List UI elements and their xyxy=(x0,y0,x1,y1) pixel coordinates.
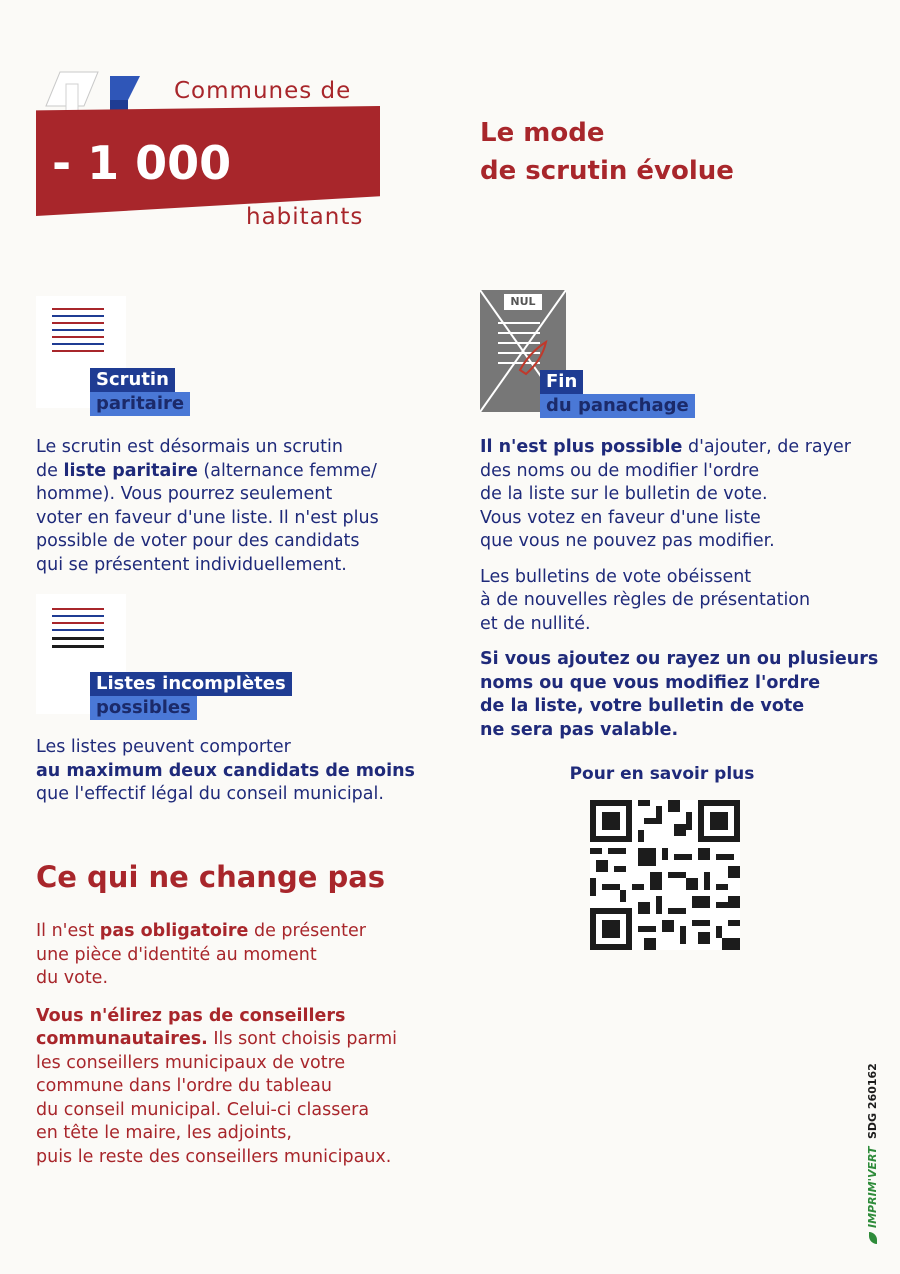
scrutin-line5: possible de voter pour des candidats xyxy=(36,531,360,551)
more-info-label[interactable]: Pour en savoir plus xyxy=(569,764,755,784)
page-title xyxy=(480,114,734,190)
header-logo xyxy=(36,66,396,236)
unchanged-a1: Il n'est pas obligatoire de présenter xyxy=(36,921,366,941)
listes-text xyxy=(36,736,446,807)
panachage-a2: des noms ou de modifier l'ordre xyxy=(480,460,760,481)
scrutin-line4: voter en faveur d'une liste. Il n'est plus xyxy=(36,507,379,528)
page-title-line1: Le mode xyxy=(480,118,605,148)
scrutin-line3: homme). Vous pourrez seulement xyxy=(36,484,333,504)
scrutin-line1: Le scrutin est désormais un scrutin xyxy=(36,437,343,457)
unchanged-heading: Ce qui ne change pas xyxy=(36,860,386,894)
header-top-line: Communes de xyxy=(174,78,352,104)
unchanged-a3: du vote. xyxy=(36,968,109,988)
qr-code-icon[interactable] xyxy=(590,800,740,950)
leaf-icon xyxy=(869,1232,877,1244)
panachage-tag-line1: Fin xyxy=(540,370,583,394)
scrutin-tag xyxy=(90,368,190,416)
unchanged-b3: les conseillers municipaux de votre xyxy=(36,1052,346,1073)
listes-tag-line1: Listes incomplètes xyxy=(90,672,292,696)
panachage-c4: ne sera pas valable. xyxy=(480,719,679,740)
listes-tag xyxy=(90,672,292,720)
header-bottom-line: habitants xyxy=(246,204,364,230)
panachage-c1: Si vous ajoutez ou rayez un ou plusieurs xyxy=(480,649,879,669)
incomplete-list-icon xyxy=(52,606,108,654)
panachage-b2: à de nouvelles règles de présentation xyxy=(480,590,811,610)
listes-line2: au maximum deux candidats de moins xyxy=(36,760,415,781)
ballot-label: NUL xyxy=(504,294,542,310)
imprint-ref: SDG 260162 xyxy=(866,1063,879,1139)
unchanged-a2: une pièce d'identité au moment xyxy=(36,944,317,965)
panachage-a5: que vous ne pouvez pas modifier. xyxy=(480,531,775,551)
panachage-a1: Il n'est plus possible d'ajouter, de rayer xyxy=(480,437,851,457)
listes-tag-line2: possibles xyxy=(90,696,197,720)
striped-list-icon xyxy=(52,306,108,356)
unchanged-b4: commune dans l'ordre du tableau xyxy=(36,1076,332,1096)
panachage-tag-line2: du panachage xyxy=(540,394,695,418)
imprint-footer xyxy=(866,1063,880,1244)
listes-line1: Les listes peuvent comporter xyxy=(36,737,291,757)
imprint-label: IMPRIM'VERT xyxy=(866,1146,879,1228)
scrutin-tag-line1: Scrutin xyxy=(90,368,175,392)
listes-line3: que l'effectif légal du conseil municipal. xyxy=(36,784,384,804)
unchanged-text xyxy=(36,920,456,1169)
unchanged-b7: puis le reste des conseillers municipaux. xyxy=(36,1146,392,1167)
panachage-a4: Vous votez en faveur d'une liste xyxy=(480,507,761,528)
scrutin-line2: de liste paritaire (alternance femme/ xyxy=(36,460,377,481)
unchanged-b1: Vous n'élirez pas de conseillers xyxy=(36,1005,346,1026)
unchanged-b5: du conseil municipal. Celui-ci classera xyxy=(36,1099,370,1120)
header-big-number: - 1 000 xyxy=(52,136,232,190)
panachage-tag xyxy=(540,370,695,418)
panachage-c3: de la liste, votre bulletin de vote xyxy=(480,696,805,716)
scrutin-text xyxy=(36,436,436,577)
panachage-b3: et de nullité. xyxy=(480,613,591,634)
panachage-b1: Les bulletins de vote obéissent xyxy=(480,566,752,587)
panachage-text xyxy=(480,436,880,742)
unchanged-b6: en tête le maire, les adjoints, xyxy=(36,1123,292,1143)
panachage-a3: de la liste sur le bulletin de vote. xyxy=(480,484,768,504)
scrutin-tag-line2: paritaire xyxy=(90,392,190,416)
unchanged-b2: communautaires. Ils sont choisis parmi xyxy=(36,1029,397,1049)
panachage-c2: noms ou que vous modifiez l'ordre xyxy=(480,672,821,693)
page-title-line2: de scrutin évolue xyxy=(480,156,734,186)
scrutin-line6: qui se présentent individuellement. xyxy=(36,554,347,575)
